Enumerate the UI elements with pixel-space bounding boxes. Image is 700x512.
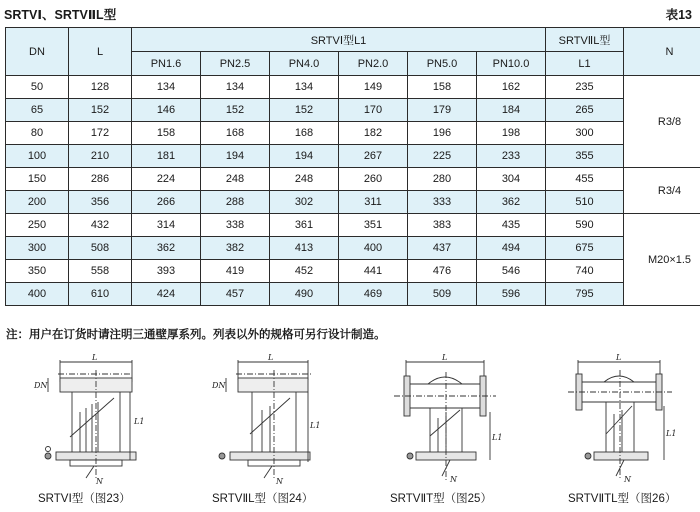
dim-l1: L1 (666, 429, 677, 438)
cell-n: M20×1.5 (624, 214, 700, 306)
cell-vil-l1: 510 (546, 191, 624, 214)
cell-pn: 382 (201, 237, 270, 260)
cell-n: R3/8 (624, 76, 700, 168)
cell-pn: 452 (270, 260, 339, 283)
cell-pn: 194 (201, 145, 270, 168)
cell-pn: 280 (408, 168, 477, 191)
drawing-fig23 (20, 352, 145, 487)
header-n: N (624, 28, 700, 76)
cell-dn: 65 (6, 99, 69, 122)
cell-pn: 494 (477, 237, 546, 260)
cell-pn: 362 (477, 191, 546, 214)
cell-pn: 546 (477, 260, 546, 283)
table-row (6, 145, 700, 168)
cell-pn: 457 (201, 283, 270, 306)
cell-pn: 302 (270, 191, 339, 214)
dim-n: N (450, 475, 457, 484)
dim-l: L (442, 353, 448, 362)
cell-n: R3/4 (624, 168, 700, 214)
dim-l1: L1 (492, 433, 503, 442)
cell-pn: 225 (408, 145, 477, 168)
header-dn: DN (6, 28, 69, 76)
cell-dn: 50 (6, 76, 69, 99)
cell-vil-l1: 265 (546, 99, 624, 122)
cell-l: 356 (69, 191, 132, 214)
header-pn: PN2.0 (339, 52, 408, 76)
cell-vil-l1: 455 (546, 168, 624, 191)
cell-l: 610 (69, 283, 132, 306)
cell-vil-l1: 675 (546, 237, 624, 260)
cell-pn: 260 (339, 168, 408, 191)
cell-pn: 162 (477, 76, 546, 99)
figure-caption: SRTVⅡTL型（图26） (568, 493, 677, 505)
cell-pn: 314 (132, 214, 201, 237)
cell-pn: 248 (270, 168, 339, 191)
cell-pn: 248 (201, 168, 270, 191)
cell-pn: 179 (408, 99, 477, 122)
cell-pn: 311 (339, 191, 408, 214)
cell-pn: 596 (477, 283, 546, 306)
cell-l: 558 (69, 260, 132, 283)
cell-l: 172 (69, 122, 132, 145)
cell-pn: 476 (408, 260, 477, 283)
dim-l1: L1 (310, 421, 321, 430)
page-title: SRTVⅠ、SRTVⅡL型 (4, 8, 117, 22)
header-group-l1: SRTVⅠ型L1 (132, 28, 546, 52)
cell-pn: 182 (339, 122, 408, 145)
header-vil-l1: L1 (546, 52, 624, 76)
cell-pn: 338 (201, 214, 270, 237)
cell-pn: 146 (132, 99, 201, 122)
cell-pn: 266 (132, 191, 201, 214)
figure-caption: SRTVⅡL型（图24） (212, 493, 314, 505)
cell-dn: 80 (6, 122, 69, 145)
cell-vil-l1: 740 (546, 260, 624, 283)
cell-pn: 424 (132, 283, 201, 306)
cell-pn: 288 (201, 191, 270, 214)
figure-25 (380, 352, 505, 505)
dim-l: L (268, 353, 274, 362)
cell-pn: 181 (132, 145, 201, 168)
dim-dn: DN (212, 381, 226, 390)
dim-l1: L1 (134, 417, 145, 426)
table-row (6, 76, 700, 99)
cell-pn: 198 (477, 122, 546, 145)
cell-pn: 168 (201, 122, 270, 145)
cell-pn: 437 (408, 237, 477, 260)
drawing-fig26 (560, 352, 685, 487)
cell-pn: 304 (477, 168, 546, 191)
cell-pn: 168 (270, 122, 339, 145)
dim-n: N (624, 475, 631, 484)
drawing-fig24 (200, 352, 325, 487)
table-row (6, 122, 700, 145)
dim-n: N (96, 477, 103, 486)
cell-dn: 250 (6, 214, 69, 237)
cell-pn: 194 (270, 145, 339, 168)
dim-l: L (616, 353, 622, 362)
table-row (6, 99, 700, 122)
header-pn: PN10.0 (477, 52, 546, 76)
cell-pn: 149 (339, 76, 408, 99)
cell-pn: 419 (201, 260, 270, 283)
cell-pn: 469 (339, 283, 408, 306)
table-row (6, 260, 700, 283)
spec-table (5, 27, 700, 306)
header-l: L (69, 28, 132, 76)
header-group-vil: SRTVⅡL型 (546, 28, 624, 52)
cell-pn: 134 (270, 76, 339, 99)
table-row (6, 168, 700, 191)
cell-pn: 170 (339, 99, 408, 122)
cell-vil-l1: 590 (546, 214, 624, 237)
cell-l: 210 (69, 145, 132, 168)
cell-vil-l1: 795 (546, 283, 624, 306)
figure-26 (560, 352, 685, 505)
cell-dn: 100 (6, 145, 69, 168)
header-pn: PN2.5 (201, 52, 270, 76)
dim-l: L (92, 353, 98, 362)
cell-pn: 152 (270, 99, 339, 122)
cell-dn: 400 (6, 283, 69, 306)
figure-caption: SRTVⅡT型（图25） (390, 493, 492, 505)
cell-vil-l1: 235 (546, 76, 624, 99)
cell-pn: 351 (339, 214, 408, 237)
cell-dn: 150 (6, 168, 69, 191)
cell-dn: 350 (6, 260, 69, 283)
table-row (6, 191, 700, 214)
cell-pn: 490 (270, 283, 339, 306)
cell-pn: 158 (408, 76, 477, 99)
table-row (6, 237, 700, 260)
cell-l: 152 (69, 99, 132, 122)
cell-pn: 400 (339, 237, 408, 260)
cell-pn: 413 (270, 237, 339, 260)
header-pn: PN1.6 (132, 52, 201, 76)
cell-l: 432 (69, 214, 132, 237)
cell-pn: 333 (408, 191, 477, 214)
dim-dn: DN (34, 381, 48, 390)
figure-24 (200, 352, 325, 505)
dim-n: N (276, 477, 283, 486)
figure-23 (20, 352, 145, 505)
cell-pn: 361 (270, 214, 339, 237)
cell-pn: 158 (132, 122, 201, 145)
cell-pn: 233 (477, 145, 546, 168)
order-note: 注：用户在订货时请注明三通壁厚系列。列表以外的规格可另行设计制造。 (6, 329, 386, 341)
cell-pn: 441 (339, 260, 408, 283)
table-number: 表13 (665, 8, 692, 22)
header-pn: PN5.0 (408, 52, 477, 76)
cell-pn: 134 (201, 76, 270, 99)
cell-vil-l1: 300 (546, 122, 624, 145)
cell-pn: 362 (132, 237, 201, 260)
cell-pn: 435 (477, 214, 546, 237)
figure-caption: SRTVⅠ型（图23） (38, 493, 131, 505)
figure-row (0, 352, 700, 512)
cell-pn: 134 (132, 76, 201, 99)
header-pn: PN4.0 (270, 52, 339, 76)
cell-pn: 393 (132, 260, 201, 283)
cell-pn: 383 (408, 214, 477, 237)
cell-pn: 267 (339, 145, 408, 168)
table-row (6, 283, 700, 306)
page-header (4, 5, 692, 21)
table-row (6, 214, 700, 237)
cell-pn: 152 (201, 99, 270, 122)
cell-vil-l1: 355 (546, 145, 624, 168)
cell-dn: 200 (6, 191, 69, 214)
cell-l: 286 (69, 168, 132, 191)
cell-l: 508 (69, 237, 132, 260)
cell-pn: 224 (132, 168, 201, 191)
cell-pn: 196 (408, 122, 477, 145)
drawing-fig25 (380, 352, 505, 487)
cell-pn: 184 (477, 99, 546, 122)
cell-pn: 509 (408, 283, 477, 306)
cell-dn: 300 (6, 237, 69, 260)
cell-l: 128 (69, 76, 132, 99)
